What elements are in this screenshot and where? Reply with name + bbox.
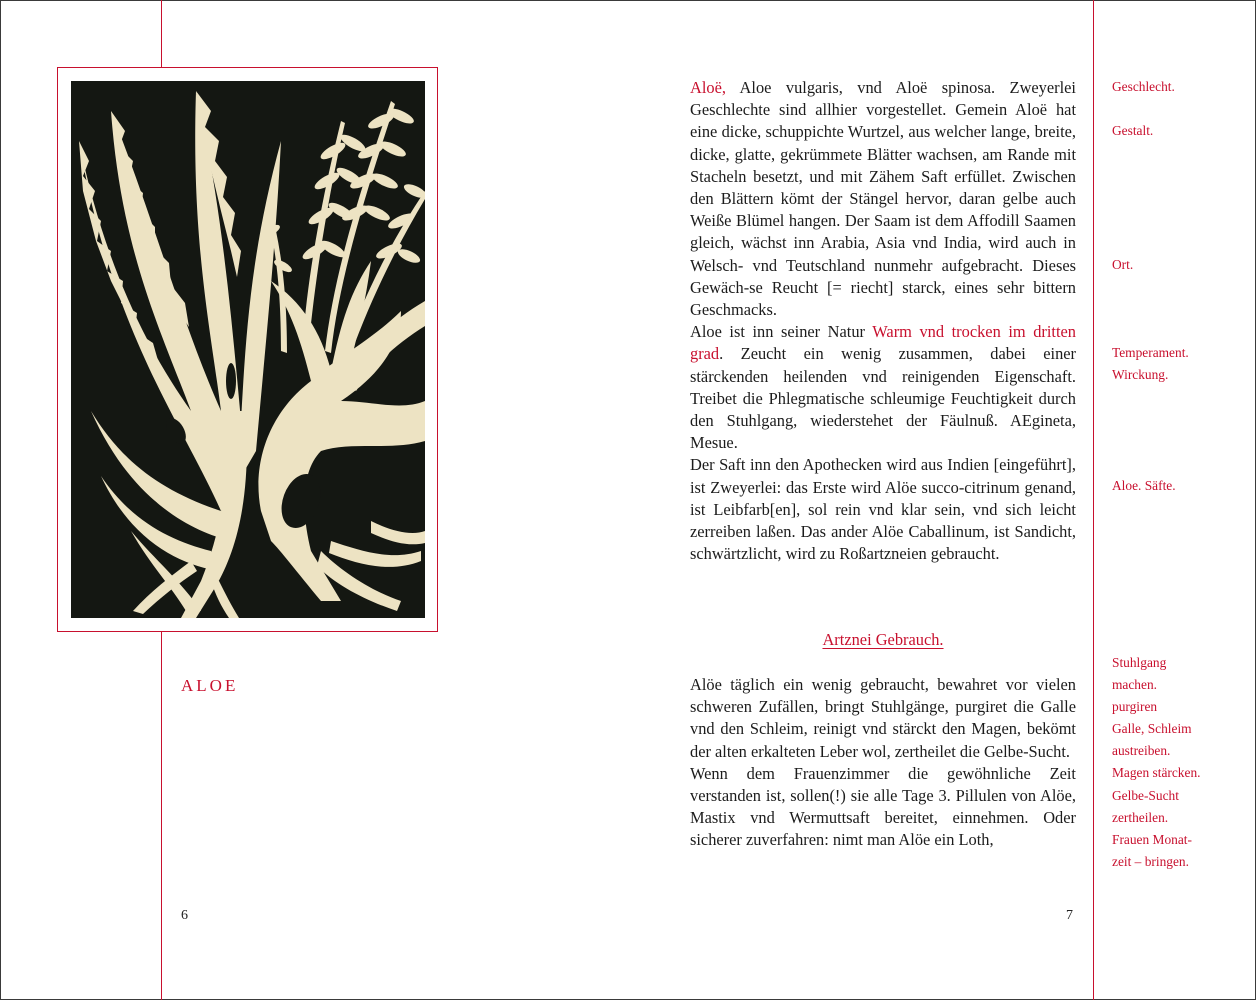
margin-note-monatzeit: zeit – bringen. xyxy=(1112,854,1189,869)
left-page-rule-bottom xyxy=(161,632,162,1000)
margin-note-purgiren: purgiren xyxy=(1112,699,1158,714)
paragraph-juices: Der Saft inn den Apothecken wird aus Indien [eingeführt], ist Zweyerlei: das Erste wird Alöe succo-citrinum genand, ist Leibfarb[en], sol rein vnd klar sein, vnd sich leicht zerreiben laßen. Das ander Alöe Caballinum, ist Sandicht, schwärtzlicht, wird zu Roßartzneien gebraucht. xyxy=(690,455,1076,564)
margin-note-temperament: Temperament. xyxy=(1112,345,1189,360)
keyword-aloe: Aloë, xyxy=(690,78,726,97)
margin-note-frauen: Frauen Monat- xyxy=(1112,832,1192,847)
aloe-silhouette-image xyxy=(71,81,425,618)
paragraph-women: Wenn dem Frauenzimmer die gewöhnliche Zeit verstanden ist, sollen(!) sie alle Tage 3. Pillulen von Alöe, Mastix vnd Wermuttsaft bereitet, einnehmen. Oder sicherer zuverfahren: nimt man Alöe ein Loth, xyxy=(690,763,1076,850)
aloe-illustration xyxy=(71,81,425,618)
margin-note-galle: Galle, Schleim xyxy=(1112,721,1192,736)
margin-note-saefte: Aloe. Säfte. xyxy=(1112,478,1176,493)
margin-note-magen: Magen stärcken. xyxy=(1112,765,1201,780)
margin-note-geschlecht: Geschlecht. xyxy=(1112,79,1175,94)
margin-note-machen: machen. xyxy=(1112,677,1157,692)
margin-note-zertheilen: zertheilen. xyxy=(1112,810,1169,825)
margin-note-stuhlgang: Stuhlgang xyxy=(1112,655,1167,670)
body-text-upper xyxy=(690,77,1076,565)
left-page-rule-top xyxy=(161,0,162,67)
paragraph-temperament-before: Aloe ist inn seiner Natur xyxy=(690,322,873,342)
paragraph-usage: Alöe täglich ein wenig gebraucht, bewahret vor vielen schweren Zufällen, bringt Stuhlgänge, purgiret die Galle vnd den Schleim, reinigt vnd stärckt den Magen, bekömt der alten erkalteten Leber wol, zertheilet die Gelbe-Sucht. xyxy=(690,675,1076,761)
page-number-left: 6 xyxy=(181,908,188,923)
margin-note-gelbe-sucht: Gelbe-Sucht xyxy=(1112,788,1179,803)
margin-note-wirckung: Wirckung. xyxy=(1112,367,1169,382)
paragraph-temperament-after: . Zeucht ein wenig zusammen, dabei einer stärckenden heilenden vnd reinigenden Eigenschaft. Treibet die Phlegmatische schleumige Feuchtigkeit durch den Stuhlgang, wiederstehet der Fäulnuß. AEgineta, Mesue. xyxy=(690,344,1076,453)
illustration-frame xyxy=(57,67,438,632)
page-number-right: 7 xyxy=(1066,908,1073,923)
paragraph-temperament xyxy=(690,321,1076,454)
temperament-highlight: Warm vnd trocken im dritten grad xyxy=(690,322,1076,364)
margin-note-austreiben: austreiben. xyxy=(1112,743,1171,758)
body-text-lower xyxy=(690,674,1076,852)
margin-note-ort: Ort. xyxy=(1112,257,1134,272)
right-margin-rule xyxy=(1093,0,1094,1000)
paragraph-description xyxy=(690,77,1076,321)
paragraph-description-text: Aloe vulgaris, vnd Aloë spinosa. Zweyerlei Geschlechte sind allhier vorgestellet. Gemein Aloë hat eine dicke, schuppichte Wurtzel, aus welcher lange, breite, dicke, glatte, gekrümmete Blätter wachsen, am Rande mit Stacheln besetzt, und mit Zähem Saft erfüllet. Zwischen den Blättern kömt der Stängel hervor, daran gelbe auch Weiße Blümel hangen. Der Saam ist dem Affodill Saamen gleich, wächst inn Arabia, Asia vnd India, wird auch in Welsch- vnd Teutschland nunmehr aufgebracht. Dieses Gewäch-se Reucht [= riecht] starck, eines sehr bittern Geschmacks. xyxy=(690,78,1076,320)
plate-title: ALOE xyxy=(181,676,239,695)
section-heading: Artznei Gebrauch. xyxy=(822,630,944,649)
margin-note-gestalt: Gestalt. xyxy=(1112,123,1154,138)
